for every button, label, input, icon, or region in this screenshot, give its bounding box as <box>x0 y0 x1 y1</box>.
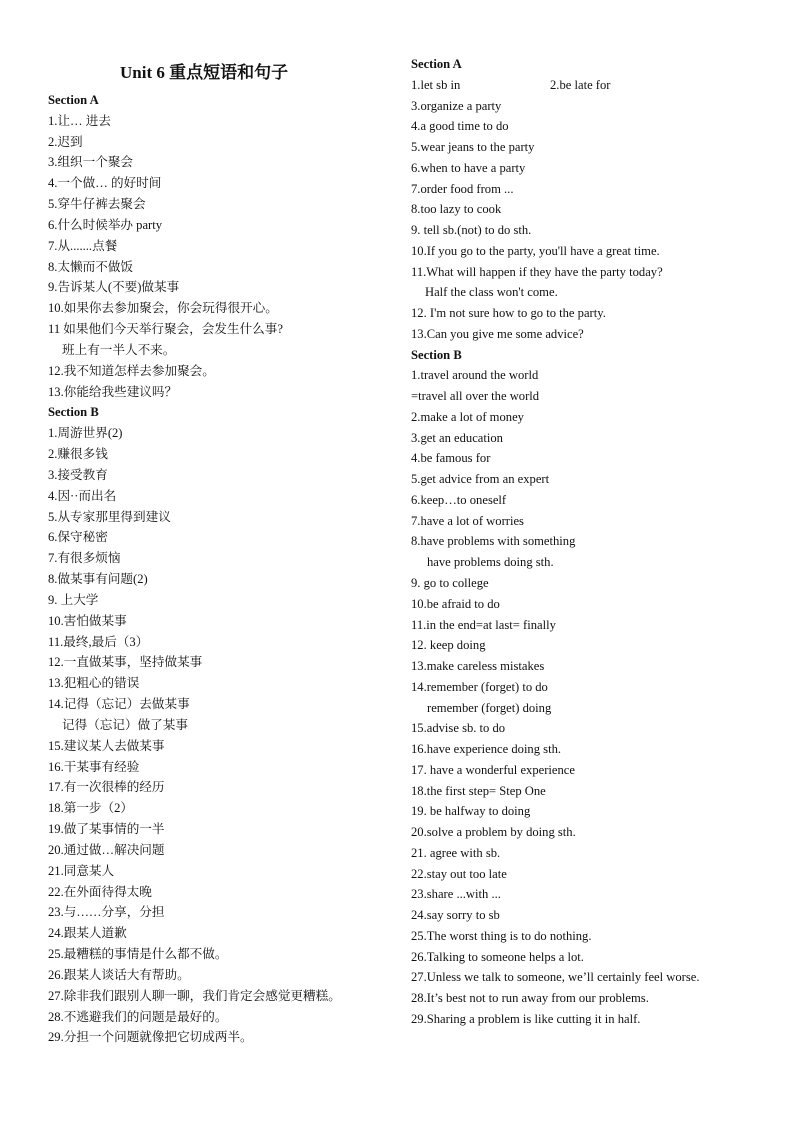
list-item: 23.与……分享，分担 <box>48 905 165 920</box>
list-item: 16.have experience doing sth. <box>411 742 562 757</box>
list-item: 3.organize a party <box>411 98 502 113</box>
list-item: 8.too lazy to cook <box>411 202 502 217</box>
list-item: 4.be famous for <box>411 451 491 466</box>
list-item: 19. be halfway to doing <box>411 804 531 819</box>
list-item: 1.让… 进去 <box>48 113 111 128</box>
list-item: 5.穿牛仔裤去聚会 <box>48 197 146 212</box>
list-item: 15.建议某人去做某事 <box>48 738 165 753</box>
list-item: 9. 上大学 <box>48 592 99 607</box>
list-item: 记得（忘记）做了某事 <box>62 717 188 732</box>
list-item: 8.太懒而不做饭 <box>48 259 134 274</box>
list-item: 26.Talking to someone helps a lot. <box>411 949 584 964</box>
list-item: 4.因··而出名 <box>48 488 117 503</box>
list-item: 23.share ...with ... <box>411 887 501 902</box>
list-item: 14.remember (forget) to do <box>411 679 548 694</box>
list-item: 6.保守秘密 <box>48 530 108 545</box>
list-item: 3.get an education <box>411 430 503 445</box>
list-item: 2.赚很多钱 <box>48 447 108 462</box>
list-item: 13.Can you give me some advice? <box>411 326 584 341</box>
list-item: 7.order food from ... <box>411 181 514 196</box>
list-item: 14.记得（忘记）去做某事 <box>48 697 190 712</box>
list-item: 26.跟某人谈话大有帮助。 <box>48 967 190 982</box>
list-item: 28.不逃避我们的问题是最好的。 <box>48 1009 228 1024</box>
list-item: 11.最终,最后（3） <box>48 634 149 649</box>
list-item: 7.有很多烦恼 <box>48 551 121 566</box>
list-item: 6.keep…to oneself <box>411 492 507 507</box>
list-item: 9.告诉某人(不要)做某事 <box>48 280 180 295</box>
list-item: 29.分担一个问题就像把它切成两半。 <box>48 1030 253 1045</box>
list-item: 10.If you go to the party, you'll have a great time. <box>411 243 660 258</box>
list-item: 25.最糟糕的事情是什么都不做。 <box>48 947 228 962</box>
list-item: 4.一个做… 的好时间 <box>48 176 162 191</box>
list-item: 10.害怕做某事 <box>48 613 127 628</box>
list-item: 22.stay out too late <box>411 866 507 881</box>
list-item: 13.犯粗心的错误 <box>48 676 140 691</box>
list-item: 24.say sorry to sb <box>411 908 500 923</box>
list-item: 12.一直做某事，坚持做某事 <box>48 655 203 670</box>
list-item: 22.在外面待得太晚 <box>48 884 152 899</box>
list-item: 2.be late for <box>550 77 611 92</box>
list-item: =travel all over the world <box>411 389 540 404</box>
list-item: 21.同意某人 <box>48 863 115 878</box>
list-item: 15.advise sb. to do <box>411 721 506 736</box>
list-item: 20.通过做…解决问题 <box>48 842 165 857</box>
section-heading: Section B <box>411 347 462 362</box>
list-item: 1.周游世界(2) <box>48 426 123 441</box>
list-item: 6.什么时候举办 party <box>48 217 163 232</box>
list-item: 7.从.......点餐 <box>48 238 118 253</box>
list-item: 12.我不知道怎样去参加聚会。 <box>48 363 215 378</box>
list-item: 20.solve a problem by doing sth. <box>411 825 576 840</box>
list-item: 6.when to have a party <box>411 160 526 175</box>
list-item: 8.have problems with something <box>411 534 576 549</box>
list-item: 9. go to college <box>411 576 489 590</box>
list-item: 1.let sb in <box>411 77 461 92</box>
list-item: 3.组织一个聚会 <box>48 155 134 170</box>
list-item: 4.a good time to do <box>411 119 509 134</box>
list-item: 11.in the end=at last= finally <box>411 617 556 632</box>
list-item: 17.有一次很棒的经历 <box>48 780 165 795</box>
list-item: 28.It’s best not to run away from our problems. <box>411 991 649 1006</box>
list-item: 25.The worst thing is to do nothing. <box>411 928 592 943</box>
list-item: 12. I'm not sure how to go to the party. <box>411 306 606 321</box>
list-item: 10.be afraid to do <box>411 596 500 611</box>
list-item: 5.wear jeans to the party <box>411 140 535 155</box>
list-item: 13.你能给我些建议吗？ <box>48 384 178 399</box>
list-item: Half the class won't come. <box>425 285 558 300</box>
list-item: have problems doing sth. <box>427 555 554 570</box>
list-item: 5.get advice from an expert <box>411 472 550 487</box>
list-item: 9. tell sb.(not) to do sth. <box>411 223 532 238</box>
list-item: 19.做了某事情的一半 <box>48 822 165 837</box>
list-item: 13.make careless mistakes <box>411 659 545 674</box>
list-item: remember (forget) doing <box>427 700 552 715</box>
list-item: 3.接受教育 <box>48 467 108 482</box>
list-item: 11 如果他们今天举行聚会，会发生什么事? <box>48 322 283 337</box>
list-item: 5.从专家那里得到建议 <box>48 509 171 524</box>
page-title: Unit 6 重点短语和句子 <box>120 63 289 82</box>
list-item: 7.have a lot of worries <box>411 513 524 528</box>
section-heading: Section B <box>48 405 99 420</box>
section-heading: Section A <box>48 93 99 107</box>
list-item: 27.Unless we talk to someone, we’ll certainly feel worse. <box>411 970 700 985</box>
list-item: 11.What will happen if they have the party today? <box>411 264 663 279</box>
list-item: 10.如果你去参加聚会，你会玩得很开心。 <box>48 301 278 316</box>
list-item: 8.做某事有问题(2) <box>48 572 148 587</box>
list-item: 2.make a lot of money <box>411 409 524 424</box>
list-item: 27.除非我们跟别人聊一聊，我们肯定会感觉更糟糕。 <box>48 988 341 1003</box>
section-heading: Section A <box>411 57 462 71</box>
list-item: 21. agree with sb. <box>411 845 501 860</box>
list-item: 16.干某事有经验 <box>48 759 140 774</box>
list-item: 29.Sharing a problem is like cutting it in half. <box>411 1011 641 1026</box>
list-item: 17. have a wonderful experience <box>411 762 575 777</box>
list-item: 班上有一半人不来。 <box>62 342 176 357</box>
list-item: 24.跟某人道歉 <box>48 926 127 941</box>
list-item: 18.第一步（2） <box>48 801 134 816</box>
list-item: 12. keep doing <box>411 638 486 653</box>
list-item: 18.the first step= Step One <box>411 783 546 798</box>
list-item: 2.迟到 <box>48 134 83 149</box>
list-item: 1.travel around the world <box>411 368 539 383</box>
